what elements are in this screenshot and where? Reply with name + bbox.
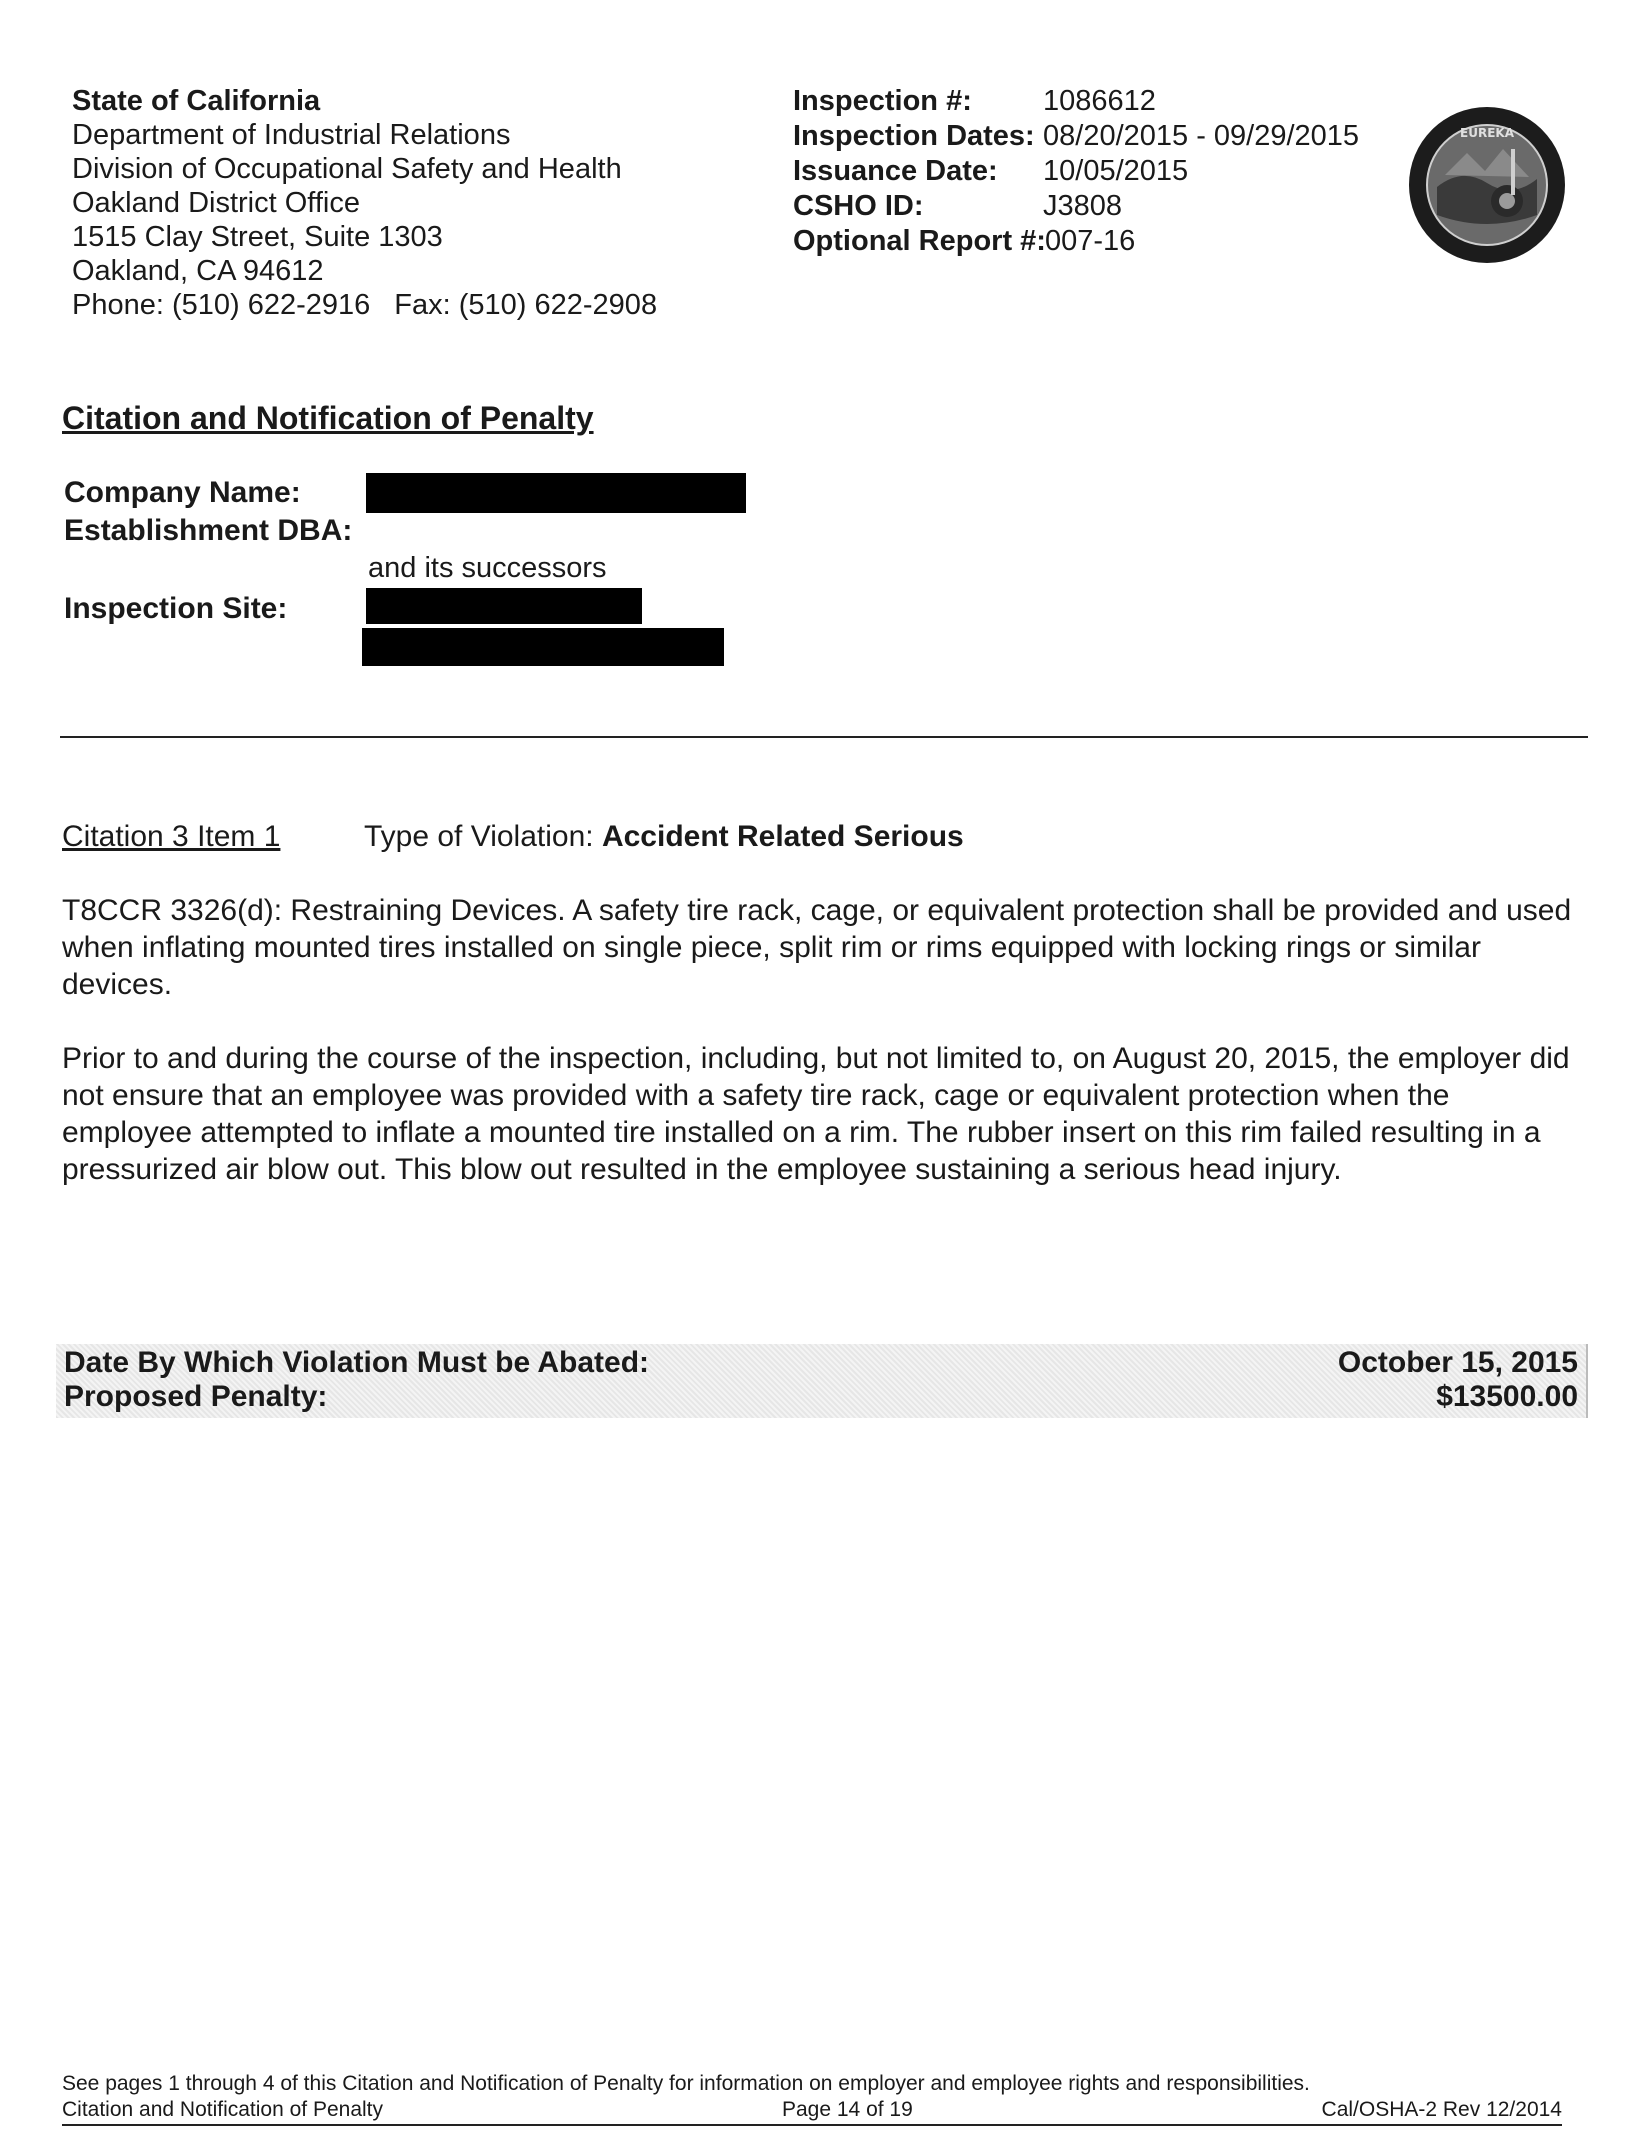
inspection-row <box>793 224 1359 259</box>
footer-note: See pages 1 through 4 of this Citation and Notification of Penalty for information on employer and employee rights and responsibilities. <box>62 2072 1310 2095</box>
abatement-date-value: October 15, 2015 <box>1337 1346 1578 1379</box>
violation-narrative: Prior to and during the course of the inspection, including, but not limited to, on August 20, 2015, the employer did not ensure that an employee was provided with a safety tire rack, cage or equivalent protection when the employee attempted to inflate a mounted tire installed on a rim. The rubber insert on this rim failed resulting in a pressurized air blow out. This blow out resulted in the employee sustaining a serious head injury. <box>62 1042 1570 1186</box>
establishment-dba-label: Establishment DBA: <box>64 514 353 547</box>
abatement-date-row <box>64 1346 1578 1380</box>
citation-header <box>62 820 964 854</box>
agency-phone: Phone: (510) 622-2916 <box>72 289 371 321</box>
successors-text: and its successors <box>368 552 607 584</box>
agency-office: Oakland District Office <box>72 187 360 219</box>
form-number: Cal/OSHA-2 Rev 12/2014 <box>1321 2098 1562 2121</box>
abatement-date-label: Date By Which Violation Must be Abated: <box>64 1346 650 1379</box>
inspection-dates-value: 08/20/2015 - 09/29/2015 <box>1043 120 1360 152</box>
agency-state: State of California <box>72 85 321 117</box>
company-name-label: Company Name: <box>64 476 301 509</box>
abatement-box <box>56 1344 1588 1418</box>
footer-doc-name: Citation and Notification of Penalty <box>62 2098 384 2121</box>
agency-street: 1515 Clay Street, Suite 1303 <box>72 221 443 253</box>
inspection-number-value: 1086612 <box>1043 85 1156 117</box>
csho-id-label: CSHO ID: <box>793 190 924 222</box>
company-name-redaction <box>366 473 746 513</box>
agency-department: Department of Industrial Relations <box>72 119 511 151</box>
state-seal-icon <box>1407 105 1567 265</box>
page-number: Page 14 of 19 <box>782 2098 913 2121</box>
seal-motto: EUREKA <box>1460 126 1514 140</box>
footer-bar <box>62 2098 1562 2126</box>
agency-letterhead <box>72 84 657 322</box>
issuance-date-label: Issuance Date: <box>793 155 998 187</box>
inspection-row <box>793 119 1359 154</box>
inspection-row <box>793 84 1359 119</box>
proposed-penalty-value: $13500.00 <box>1436 1380 1578 1413</box>
standard-text: T8CCR 3326(d): Restraining Devices. A safety tire rack, cage, or equivalent protection shall be provided and used when inflating mounted tires installed on single piece, split rim or rims equipped with locking rings or similar devices. <box>62 894 1572 1001</box>
agency-division: Division of Occupational Safety and Health <box>72 153 622 185</box>
inspection-number-label: Inspection #: <box>793 85 972 117</box>
optional-report-label: Optional Report #: <box>793 225 1046 257</box>
proposed-penalty-label: Proposed Penalty: <box>64 1380 328 1413</box>
violation-type-label: Type of Violation: <box>364 820 594 853</box>
agency-fax: Fax: (510) 622-2908 <box>394 289 658 321</box>
inspection-info <box>793 84 1359 259</box>
violation-type-value: Accident Related Serious <box>601 820 964 853</box>
inspection-site-redaction-1 <box>366 588 642 624</box>
agency-phone-fax <box>72 288 657 322</box>
section-divider <box>60 736 1588 738</box>
inspection-site-redaction-2 <box>362 628 724 666</box>
inspection-site-label: Inspection Site: <box>64 592 288 625</box>
document-title: Citation and Notification of Penalty <box>62 400 594 436</box>
inspection-row <box>793 189 1359 224</box>
inspection-row <box>793 154 1359 189</box>
csho-id-value: J3808 <box>1043 190 1123 222</box>
citation-number: Citation 3 Item 1 <box>62 820 281 853</box>
agency-city: Oakland, CA 94612 <box>72 255 324 287</box>
optional-report-value: 007-16 <box>1045 225 1136 257</box>
proposed-penalty-row <box>64 1380 1578 1414</box>
inspection-dates-label: Inspection Dates: <box>793 120 1035 152</box>
issuance-date-value: 10/05/2015 <box>1043 155 1189 187</box>
